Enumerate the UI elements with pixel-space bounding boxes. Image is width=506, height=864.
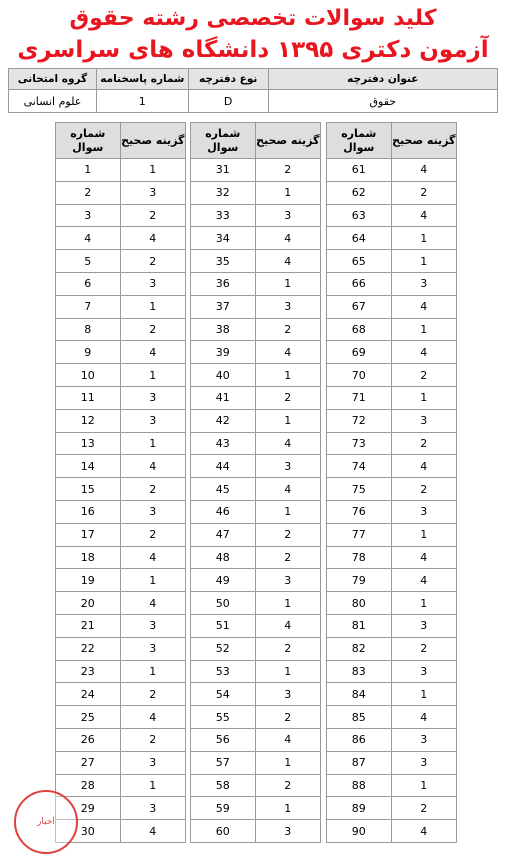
question-number: 83 [327,660,392,683]
table-row [191,820,321,843]
correct-answer: 4 [391,546,456,569]
question-number: 12 [56,409,121,432]
table-row [56,478,186,501]
correct-answer: 1 [391,774,456,797]
correct-answer: 2 [255,386,320,409]
exam-group-header: گروه امتحانی [9,69,97,90]
correct-answer: 3 [391,409,456,432]
table-row [327,569,457,592]
answer-table-left [55,122,186,843]
question-number: 69 [327,341,392,364]
correct-answer: 1 [255,592,320,615]
table-row [327,683,457,706]
question-number: 33 [191,204,256,227]
table-row [56,592,186,615]
correct-answer: 3 [391,660,456,683]
question-number: 55 [191,706,256,729]
answer-column-header: گزینه صحیح [255,123,320,159]
correct-answer: 1 [255,181,320,204]
question-number: 43 [191,432,256,455]
table-row [327,204,457,227]
correct-answer: 4 [255,728,320,751]
correct-answer: 4 [120,341,185,364]
question-number: 72 [327,409,392,432]
question-number: 64 [327,227,392,250]
correct-answer: 1 [120,774,185,797]
table-row [56,295,186,318]
table-row [56,751,186,774]
correct-answer: 1 [255,500,320,523]
table-row [56,546,186,569]
table-row [56,250,186,273]
correct-answer: 3 [391,728,456,751]
correct-answer: 3 [120,797,185,820]
question-number: 74 [327,455,392,478]
correct-answer: 3 [120,614,185,637]
correct-answer: 2 [120,318,185,341]
question-number: 1 [56,159,121,182]
question-number: 58 [191,774,256,797]
correct-answer: 1 [120,159,185,182]
question-number: 73 [327,432,392,455]
table-row [56,706,186,729]
table-row [56,272,186,295]
correct-answer: 2 [255,546,320,569]
question-number: 59 [191,797,256,820]
table-row [327,159,457,182]
table-row [191,728,321,751]
table-row [56,774,186,797]
correct-answer: 4 [255,432,320,455]
question-number: 13 [56,432,121,455]
question-number: 7 [56,295,121,318]
table-row [327,637,457,660]
question-number: 60 [191,820,256,843]
table-row [327,364,457,387]
table-row [191,797,321,820]
table-row [56,455,186,478]
correct-answer: 2 [120,250,185,273]
correct-answer: 4 [120,455,185,478]
table-row [327,728,457,751]
correct-answer: 1 [255,364,320,387]
booklet-type-value: D [188,90,268,113]
table-row [191,341,321,364]
table-row [191,295,321,318]
table-row [56,683,186,706]
table-row [191,432,321,455]
question-number: 22 [56,637,121,660]
correct-answer: 4 [391,159,456,182]
question-number: 52 [191,637,256,660]
question-number: 9 [56,341,121,364]
question-number: 65 [327,250,392,273]
correct-answer: 1 [255,272,320,295]
question-number: 62 [327,181,392,204]
correct-answer: 2 [391,797,456,820]
question-number: 75 [327,478,392,501]
table-row [327,478,457,501]
answer-column-header: گزینه صحیح [391,123,456,159]
question-number: 86 [327,728,392,751]
correct-answer: 4 [391,204,456,227]
correct-answer: 2 [120,204,185,227]
table-row [327,592,457,615]
table-row [327,660,457,683]
correct-answer: 1 [391,250,456,273]
question-number: 24 [56,683,121,706]
table-row [191,455,321,478]
title-line-1: کلید سوالات تخصصی رشته حقوق [69,6,437,31]
question-number: 32 [191,181,256,204]
correct-answer: 4 [255,227,320,250]
question-number: 66 [327,272,392,295]
table-row [327,295,457,318]
info-value-row [9,90,498,113]
question-column-header: شماره سوال [327,123,392,159]
correct-answer: 4 [391,820,456,843]
question-number: 90 [327,820,392,843]
correct-answer: 1 [391,386,456,409]
table-row [191,523,321,546]
question-number: 48 [191,546,256,569]
table-row [56,364,186,387]
booklet-info-table [8,68,498,113]
question-number: 21 [56,614,121,637]
question-number: 50 [191,592,256,615]
question-number: 49 [191,569,256,592]
correct-answer: 3 [391,751,456,774]
table-row [327,820,457,843]
table-row [191,204,321,227]
question-number: 47 [191,523,256,546]
question-number: 88 [327,774,392,797]
correct-answer: 3 [120,409,185,432]
table-row [191,386,321,409]
question-number: 36 [191,272,256,295]
table-row [56,204,186,227]
correct-answer: 1 [120,295,185,318]
correct-answer: 2 [120,683,185,706]
question-number: 27 [56,751,121,774]
correct-answer: 2 [391,364,456,387]
question-number: 6 [56,272,121,295]
correct-answer: 2 [120,478,185,501]
question-number: 26 [56,728,121,751]
question-number: 76 [327,500,392,523]
table-row [191,409,321,432]
question-number: 80 [327,592,392,615]
question-number: 53 [191,660,256,683]
table-row [191,706,321,729]
table-row [191,478,321,501]
table-row [56,409,186,432]
table-row [327,386,457,409]
table-row [56,341,186,364]
question-number: 10 [56,364,121,387]
table-row [327,797,457,820]
table-row [56,318,186,341]
table-row [327,341,457,364]
correct-answer: 4 [255,614,320,637]
table-row [191,181,321,204]
correct-answer: 1 [120,660,185,683]
question-number: 28 [56,774,121,797]
question-number: 54 [191,683,256,706]
question-number: 18 [56,546,121,569]
answer-sheet-number-header: شماره پاسخنامه [96,69,188,90]
table-row [191,500,321,523]
correct-answer: 2 [255,159,320,182]
table-header-row [327,123,457,159]
table-row [56,386,186,409]
correct-answer: 3 [120,272,185,295]
table-row [56,614,186,637]
correct-answer: 3 [255,820,320,843]
correct-answer: 4 [391,295,456,318]
question-number: 42 [191,409,256,432]
table-row [56,523,186,546]
booklet-type-header: نوع دفترچه [188,69,268,90]
correct-answer: 1 [255,660,320,683]
question-number: 45 [191,478,256,501]
question-number: 11 [56,386,121,409]
correct-answer: 3 [391,500,456,523]
table-row [191,637,321,660]
question-number: 77 [327,523,392,546]
question-number: 29 [56,797,121,820]
booklet-title-value: حقوق [268,90,497,113]
question-number: 39 [191,341,256,364]
correct-answer: 3 [255,455,320,478]
question-number: 3 [56,204,121,227]
correct-answer: 1 [391,227,456,250]
question-number: 63 [327,204,392,227]
question-number: 61 [327,159,392,182]
table-row [191,614,321,637]
table-row [327,614,457,637]
question-number: 16 [56,500,121,523]
correct-answer: 3 [120,181,185,204]
question-number: 71 [327,386,392,409]
answer-table-middle [190,122,321,843]
correct-answer: 2 [255,774,320,797]
correct-answer: 3 [120,637,185,660]
table-row [191,751,321,774]
question-number: 8 [56,318,121,341]
table-row [191,683,321,706]
watermark-stamp: اخبار [14,790,78,854]
table-row [191,250,321,273]
correct-answer: 4 [255,250,320,273]
info-header-row [9,69,498,90]
correct-answer: 3 [391,614,456,637]
table-row [327,250,457,273]
table-row [327,181,457,204]
table-row [191,592,321,615]
table-row [327,409,457,432]
question-number: 46 [191,500,256,523]
question-number: 44 [191,455,256,478]
correct-answer: 1 [120,569,185,592]
exam-group-value: علوم انسانی [9,90,97,113]
table-row [327,455,457,478]
table-row [56,569,186,592]
table-row [56,227,186,250]
title-line-2: آزمون دکتری ۱۳۹۵ دانشگاه های سراسری [17,37,489,63]
correct-answer: 1 [391,683,456,706]
correct-answer: 4 [391,706,456,729]
correct-answer: 2 [120,523,185,546]
question-number: 89 [327,797,392,820]
correct-answer: 1 [391,318,456,341]
correct-answer: 2 [255,523,320,546]
correct-answer: 4 [120,820,185,843]
question-number: 68 [327,318,392,341]
table-row [191,546,321,569]
table-row [327,500,457,523]
correct-answer: 4 [255,341,320,364]
table-row [191,660,321,683]
correct-answer: 2 [391,637,456,660]
table-row [327,227,457,250]
question-number: 2 [56,181,121,204]
correct-answer: 3 [255,204,320,227]
table-header-row [56,123,186,159]
question-number: 4 [56,227,121,250]
table-row [56,660,186,683]
table-row [327,318,457,341]
booklet-title-header: عنوان دفترچه [268,69,497,90]
question-number: 30 [56,820,121,843]
question-number: 70 [327,364,392,387]
table-row [327,706,457,729]
table-row [191,569,321,592]
correct-answer: 3 [391,272,456,295]
question-number: 31 [191,159,256,182]
question-number: 20 [56,592,121,615]
question-number: 81 [327,614,392,637]
correct-answer: 1 [391,592,456,615]
correct-answer: 2 [391,181,456,204]
table-row [191,159,321,182]
question-number: 37 [191,295,256,318]
table-row [327,272,457,295]
question-number: 87 [327,751,392,774]
correct-answer: 4 [391,341,456,364]
table-header-row [191,123,321,159]
question-number: 25 [56,706,121,729]
correct-answer: 1 [255,409,320,432]
correct-answer: 1 [255,751,320,774]
question-number: 15 [56,478,121,501]
correct-answer: 2 [255,637,320,660]
table-row [327,523,457,546]
table-row [56,181,186,204]
question-number: 79 [327,569,392,592]
correct-answer: 3 [120,386,185,409]
question-number: 14 [56,455,121,478]
question-number: 67 [327,295,392,318]
question-number: 17 [56,523,121,546]
table-row [56,728,186,751]
question-number: 56 [191,728,256,751]
correct-answer: 4 [255,478,320,501]
correct-answer: 3 [120,500,185,523]
table-row [56,159,186,182]
correct-answer: 3 [255,683,320,706]
question-number: 82 [327,637,392,660]
table-row [327,774,457,797]
correct-answer: 4 [391,569,456,592]
table-row [191,364,321,387]
question-number: 85 [327,706,392,729]
table-row [56,637,186,660]
correct-answer: 4 [391,455,456,478]
answer-sheet-number-value: 1 [96,90,188,113]
table-row [191,774,321,797]
question-number: 51 [191,614,256,637]
question-number: 40 [191,364,256,387]
question-number: 5 [56,250,121,273]
table-row [56,500,186,523]
correct-answer: 4 [120,592,185,615]
table-row [191,272,321,295]
question-number: 57 [191,751,256,774]
table-row [191,227,321,250]
table-row [327,546,457,569]
correct-answer: 1 [120,364,185,387]
correct-answer: 3 [255,295,320,318]
question-number: 19 [56,569,121,592]
question-number: 78 [327,546,392,569]
correct-answer: 2 [391,478,456,501]
correct-answer: 2 [255,318,320,341]
question-column-header: شماره سوال [56,123,121,159]
answer-table-right [326,122,457,843]
table-row [56,432,186,455]
question-number: 34 [191,227,256,250]
correct-answer: 4 [120,227,185,250]
table-row [327,751,457,774]
table-row [191,318,321,341]
question-number: 41 [191,386,256,409]
correct-answer: 1 [120,432,185,455]
question-number: 35 [191,250,256,273]
question-number: 84 [327,683,392,706]
correct-answer: 4 [120,706,185,729]
question-number: 38 [191,318,256,341]
correct-answer: 2 [255,706,320,729]
table-row [327,432,457,455]
correct-answer: 1 [255,797,320,820]
correct-answer: 4 [120,546,185,569]
correct-answer: 2 [120,728,185,751]
correct-answer: 3 [255,569,320,592]
question-column-header: شماره سوال [191,123,256,159]
answer-column-header: گزینه صحیح [120,123,185,159]
correct-answer: 2 [391,432,456,455]
correct-answer: 1 [391,523,456,546]
correct-answer: 3 [120,751,185,774]
question-number: 23 [56,660,121,683]
